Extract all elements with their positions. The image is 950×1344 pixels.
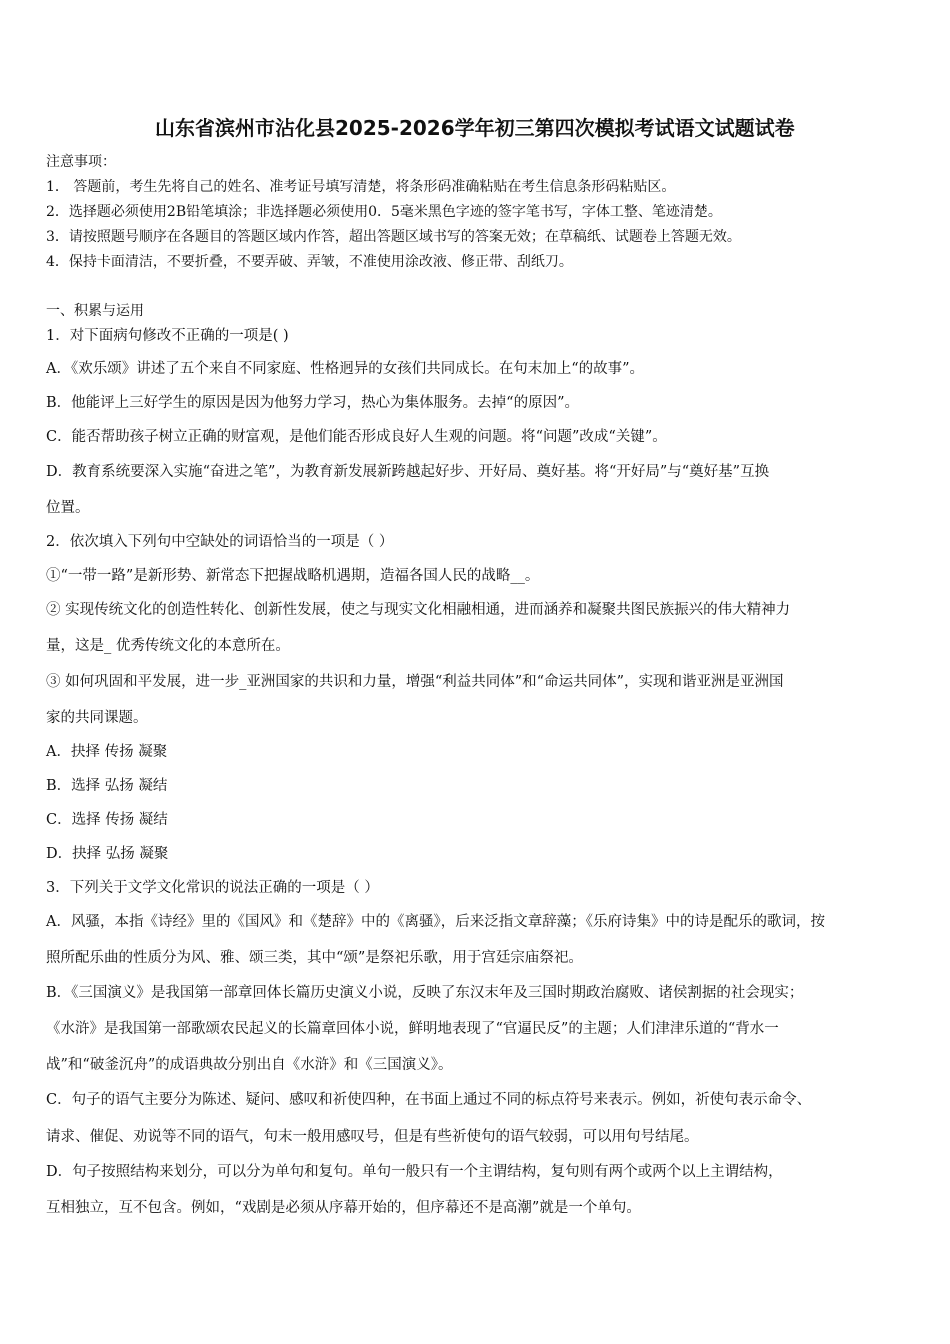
notice-item-2: 2．选择题必须使用2B铅笔填涂；非选择题必须使用0．5毫米黑色字迹的签字笔书写，字体工整、笔迹清楚。 [46,204,722,220]
q1-option-c: C．能否帮助孩子树立正确的财富观，是他们能否形成良好人生观的问题。将“问题”改成“关键”。 [46,429,667,445]
notice-item-3: 3．请按照题号顺序在各题目的答题区域内作答，超出答题区域书写的答案无效；在草稿纸、试题卷上答题无效。 [46,229,741,245]
q2-sentence-2-line1: ② 实现传统文化的创造性转化、创新性发展，使之与现实文化相融相通，进而涵养和凝聚共图民族振兴的伟大精神力 [46,602,791,618]
notice-item-1: 1． 答题前，考生先将自己的姓名、准考证号填写清楚，将条形码准确粘贴在考生信息条形码粘贴区。 [46,179,676,195]
q1-option-a: A．《欢乐颂》讲述了五个来自不同家庭、性格迥异的女孩们共同成长。在句末加上“的故事”。 [46,361,645,377]
q3-stem: 3．下列关于文学文化常识的说法正确的一项是（ ） [46,880,379,896]
q1-stem: 1．对下面病句修改不正确的一项是( ) [46,328,289,344]
q2-sentence-1: ①“一带一路”是新形势、新常态下把握战略机遇期，造福各国人民的战略__。 [46,568,540,584]
q2-option-a: A．抉择 传扬 凝聚 [46,744,168,760]
notice-item-4: 4．保持卡面清洁，不要折叠，不要弄破、弄皱，不准使用涂改液、修正带、刮纸刀。 [46,254,573,270]
notice-heading: 注意事项： [46,154,116,170]
q3-option-a-line2: 照所配乐曲的性质分为风、雅、颂三类，其中“颂”是祭祀乐歌，用于宫廷宗庙祭祀。 [46,950,583,966]
q3-option-a-line1: A．风骚，本指《诗经》里的《国风》和《楚辞》中的《离骚》，后来泛指文章辞藻；《乐府诗集》中的诗是配乐的歌词，按 [46,914,825,930]
q3-option-c-line1: C．句子的语气主要分为陈述、疑问、感叹和祈使四种，在书面上通过不同的标点符号来表示。例如，祈使句表示命令、 [46,1092,812,1108]
q1-option-d-line1: D．教育系统要深入实施“奋进之笔”，为教育新发展新跨越起好步、开好局、奠好基。将“开好局”与“奠好基”互换 [46,464,770,480]
q3-option-b-line1: B．《三国演义》是我国第一部章回体长篇历史演义小说，反映了东汉末年及三国时期政治腐败、诸侯割据的社会现实； [46,985,804,1001]
q1-option-d-line2: 位置。 [46,500,90,516]
q2-option-d: D．抉择 弘扬 凝聚 [46,846,169,862]
q2-sentence-3-line2: 家的共同课题。 [46,710,148,726]
q3-option-d-line2: 互相独立，互不包含。例如，“戏剧是必须从序幕开始的，但序幕还不是高潮”就是一个单句。 [46,1200,641,1216]
q3-option-b-line2: 《水浒》是我国第一部歌颂农民起义的长篇章回体小说，鲜明地表现了“官逼民反”的主题；人们津津乐道的“背水一 [46,1021,779,1037]
q2-stem: 2．依次填入下列句中空缺处的词语恰当的一项是（ ） [46,534,394,550]
page-title: 山东省滨州市沾化县2025-2026学年初三第四次模拟考试语文试题试卷 [155,116,795,140]
q2-sentence-2-line2: 量，这是_ 优秀传统文化的本意所在。 [46,638,290,654]
q3-option-b-line3: 战”和“破釜沉舟”的成语典故分别出自《水浒》和《三国演义》。 [46,1057,453,1073]
q2-option-b: B．选择 弘扬 凝结 [46,778,168,794]
q2-option-c: C．选择 传扬 凝结 [46,812,168,828]
q3-option-c-line2: 请求、催促、劝说等不同的语气，句末一般用感叹号，但是有些祈使句的语气较弱，可以用句号结尾。 [46,1129,699,1145]
q2-sentence-3-line1: ③ 如何巩固和平发展，进一步_亚洲国家的共识和力量，增强“利益共同体”和“命运共同体”，实现和谐亚洲是亚洲国 [46,674,784,690]
section-heading: 一、积累与运用 [46,303,144,319]
q3-option-d-line1: D．句子按照结构来划分，可以分为单句和复句。单句一般只有一个主谓结构，复句则有两个或两个以上主谓结构， [46,1164,783,1180]
q1-option-b: B．他能评上三好学生的原因是因为他努力学习，热心为集体服务。去掉“的原因”。 [46,395,579,411]
